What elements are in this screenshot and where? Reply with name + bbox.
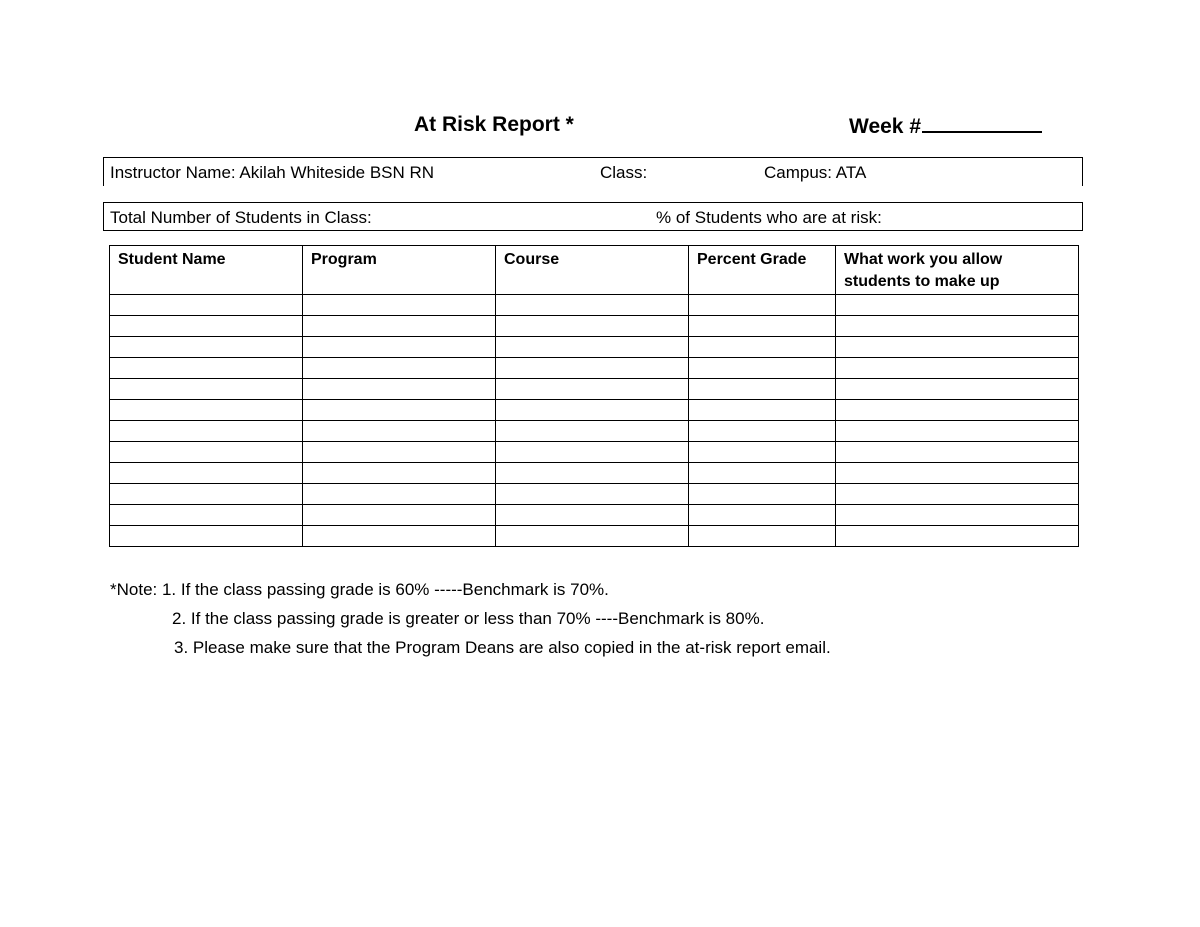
table-cell[interactable]	[689, 316, 836, 337]
note-line-3: 3. Please make sure that the Program Deans are also copied in the at-risk report email.	[174, 638, 831, 657]
table-cell[interactable]	[303, 463, 496, 484]
table-row	[110, 379, 1079, 400]
table-cell[interactable]	[836, 505, 1079, 526]
table-cell[interactable]	[303, 400, 496, 421]
table-cell[interactable]	[689, 484, 836, 505]
table-cell[interactable]	[303, 526, 496, 547]
table-cell[interactable]	[496, 337, 689, 358]
table-cell[interactable]	[303, 484, 496, 505]
table-cell[interactable]	[110, 484, 303, 505]
table-cell[interactable]	[496, 379, 689, 400]
class-label: Class:	[600, 163, 648, 182]
table-cell[interactable]	[496, 505, 689, 526]
table-body	[110, 295, 1079, 547]
table-cell[interactable]	[496, 400, 689, 421]
column-header-course: Course	[496, 246, 689, 295]
table-cell[interactable]	[110, 421, 303, 442]
table-cell[interactable]	[689, 337, 836, 358]
student-count-row	[103, 202, 1083, 231]
table-cell[interactable]	[689, 463, 836, 484]
table-cell[interactable]	[110, 316, 303, 337]
table-cell[interactable]	[689, 358, 836, 379]
week-number-field	[849, 113, 1042, 139]
table-cell[interactable]	[110, 295, 303, 316]
table-row	[110, 421, 1079, 442]
table-row	[110, 484, 1079, 505]
note-line-2: 2. If the class passing grade is greater or less than 70% ----Benchmark is 80%.	[172, 609, 765, 628]
table-cell[interactable]	[110, 337, 303, 358]
table-cell[interactable]	[110, 400, 303, 421]
column-header-make-up-work: What work you allow students to make up	[836, 246, 1079, 295]
week-label: Week #	[849, 115, 921, 138]
table-row	[110, 316, 1079, 337]
table-cell[interactable]	[496, 442, 689, 463]
table-cell[interactable]	[689, 526, 836, 547]
table-cell[interactable]	[303, 379, 496, 400]
table-cell[interactable]	[836, 526, 1079, 547]
total-students-label: Total Number of Students in Class:	[110, 208, 372, 227]
table-cell[interactable]	[496, 295, 689, 316]
table-cell[interactable]	[689, 400, 836, 421]
percent-at-risk-label: % of Students who are at risk:	[656, 208, 882, 227]
table-cell[interactable]	[303, 442, 496, 463]
table-cell[interactable]	[836, 337, 1079, 358]
table-cell[interactable]	[836, 316, 1079, 337]
table-cell[interactable]	[496, 463, 689, 484]
table-cell[interactable]	[303, 358, 496, 379]
table-cell[interactable]	[303, 505, 496, 526]
table-cell[interactable]	[110, 358, 303, 379]
table-cell[interactable]	[110, 505, 303, 526]
table-cell[interactable]	[303, 337, 496, 358]
column-header-student-name: Student Name	[110, 246, 303, 295]
table-cell[interactable]	[496, 316, 689, 337]
table-cell[interactable]	[303, 295, 496, 316]
table-row	[110, 400, 1079, 421]
table-cell[interactable]	[110, 379, 303, 400]
table-cell[interactable]	[496, 484, 689, 505]
week-blank-line[interactable]	[922, 113, 1042, 133]
table-cell[interactable]	[836, 400, 1079, 421]
table-cell[interactable]	[689, 505, 836, 526]
table-cell[interactable]	[496, 358, 689, 379]
table-cell[interactable]	[496, 421, 689, 442]
table-cell[interactable]	[689, 421, 836, 442]
table-cell[interactable]	[689, 295, 836, 316]
table-row	[110, 295, 1079, 316]
table-row	[110, 442, 1079, 463]
table-cell[interactable]	[836, 379, 1079, 400]
table-cell[interactable]	[110, 442, 303, 463]
table-row	[110, 337, 1079, 358]
table-cell[interactable]	[836, 484, 1079, 505]
table-cell[interactable]	[689, 442, 836, 463]
report-title: At Risk Report *	[414, 113, 574, 136]
table-row	[110, 358, 1079, 379]
column-header-percent-grade: Percent Grade	[689, 246, 836, 295]
table-cell[interactable]	[836, 442, 1079, 463]
table-cell[interactable]	[836, 358, 1079, 379]
table-cell[interactable]	[836, 463, 1079, 484]
at-risk-table	[109, 245, 1079, 547]
table-cell[interactable]	[836, 295, 1079, 316]
table-cell[interactable]	[303, 316, 496, 337]
table-cell[interactable]	[110, 526, 303, 547]
table-header-row	[110, 246, 1079, 295]
table-row	[110, 505, 1079, 526]
campus-label: Campus: ATA	[764, 163, 867, 182]
notes-section	[110, 575, 831, 662]
table-row	[110, 463, 1079, 484]
table-cell[interactable]	[689, 379, 836, 400]
instructor-info-row	[103, 157, 1083, 186]
table-cell[interactable]	[496, 526, 689, 547]
column-header-program: Program	[303, 246, 496, 295]
table-cell[interactable]	[110, 463, 303, 484]
table-row	[110, 526, 1079, 547]
note-line-1: *Note: 1. If the class passing grade is 60% -----Benchmark is 70%.	[110, 580, 609, 599]
table-cell[interactable]	[836, 421, 1079, 442]
table-cell[interactable]	[303, 421, 496, 442]
instructor-name: Instructor Name: Akilah Whiteside BSN RN	[110, 163, 435, 182]
